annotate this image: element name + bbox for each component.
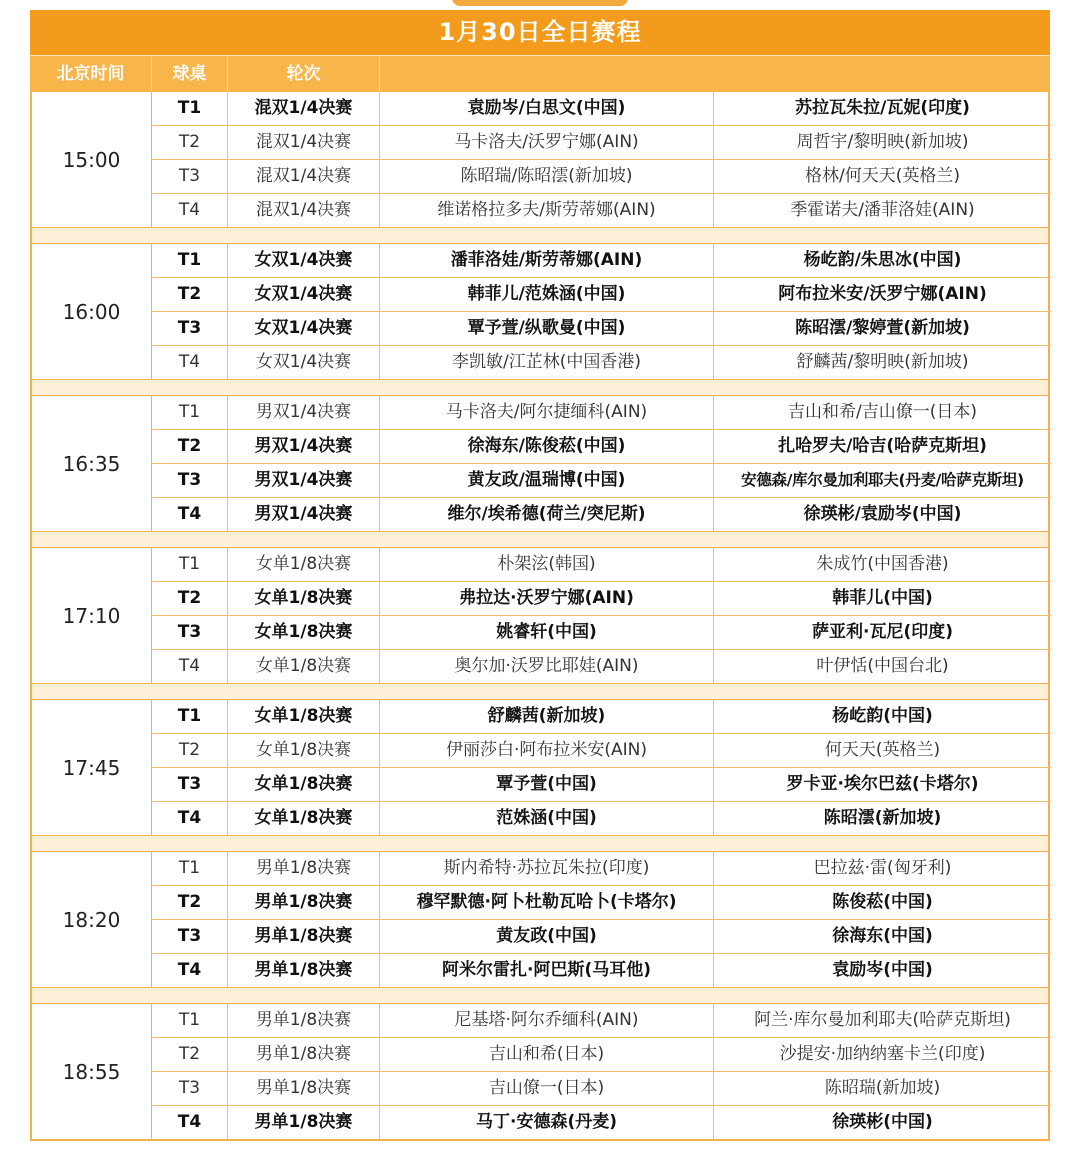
match-round: 女单1/8决赛 — [228, 700, 380, 733]
bottom-border — [30, 1139, 1050, 1141]
page-title: 1月30日全日赛程 — [30, 10, 1050, 55]
match-round: 男单1/8决赛 — [228, 1004, 380, 1037]
player-a: 覃予萱/纵歌曼(中国) — [380, 312, 714, 345]
player-a: 黄友政(中国) — [380, 920, 714, 953]
match-row — [152, 650, 1051, 683]
player-a: 尼基塔·阿尔乔缅科(AIN) — [380, 1004, 714, 1037]
match-table: T4 — [152, 650, 228, 683]
header-matchup — [380, 56, 1050, 92]
match-table: T4 — [152, 802, 228, 835]
match-table: T2 — [152, 734, 228, 767]
match-table: T3 — [152, 464, 228, 497]
match-row — [152, 768, 1051, 802]
match-round: 男双1/4决赛 — [228, 498, 380, 531]
player-b: 陈昭澐(新加坡) — [823, 808, 942, 828]
player-b: 朱成竹(中国香港) — [816, 554, 949, 574]
time-group — [30, 244, 1050, 379]
match-rows — [152, 852, 1051, 987]
player-b: 阿兰·库尔曼加利耶夫(哈萨克斯坦) — [754, 1010, 1011, 1030]
match-row — [152, 616, 1051, 650]
player-b: 苏拉瓦朱拉/瓦妮(印度) — [795, 98, 970, 118]
match-row — [152, 92, 1051, 126]
match-table: T1 — [152, 244, 228, 277]
time-group — [30, 1004, 1050, 1139]
match-table: T1 — [152, 700, 228, 733]
match-row — [152, 498, 1051, 531]
player-b: 扎哈罗夫/哈吉(哈萨克斯坦) — [778, 436, 987, 456]
match-rows — [152, 700, 1051, 835]
match-round: 混双1/4决赛 — [228, 92, 380, 125]
player-b: 安德森/库尔曼加利耶夫(丹麦/哈萨克斯坦) — [741, 471, 1024, 489]
player-a: 陈昭瑞/陈昭澐(新加坡) — [380, 160, 714, 193]
header-round: 轮次 — [228, 56, 380, 92]
time-group — [30, 92, 1050, 227]
match-table: T2 — [152, 1038, 228, 1071]
header-table: 球桌 — [152, 56, 228, 92]
player-b: 罗卡亚·埃尔巴兹(卡塔尔) — [786, 774, 979, 794]
match-table: T4 — [152, 194, 228, 227]
match-row — [152, 396, 1051, 430]
match-table: T3 — [152, 160, 228, 193]
match-table: T3 — [152, 312, 228, 345]
match-round: 男双1/4决赛 — [228, 430, 380, 463]
player-b: 吉山和希/吉山僚一(日本) — [788, 402, 977, 422]
match-row — [152, 954, 1051, 987]
player-b: 舒麟茜/黎明映(新加坡) — [796, 352, 969, 372]
player-b: 巴拉兹·雷(匈牙利) — [813, 858, 952, 878]
match-round: 男单1/8决赛 — [228, 920, 380, 953]
match-table: T4 — [152, 954, 228, 987]
match-table: T4 — [152, 1106, 228, 1139]
player-b: 韩菲儿(中国) — [832, 588, 933, 608]
player-a: 马丁·安德森(丹麦) — [380, 1106, 714, 1139]
player-b: 叶伊恬(中国台北) — [816, 656, 949, 676]
time-slot: 16:00 — [32, 244, 152, 379]
match-row — [152, 430, 1051, 464]
player-a: 穆罕默德·阿卜杜勒瓦哈卜(卡塔尔) — [380, 886, 714, 919]
match-row — [152, 548, 1051, 582]
match-table: T2 — [152, 278, 228, 311]
match-table: T3 — [152, 616, 228, 649]
player-b: 季霍诺夫/潘菲洛娃(AIN) — [790, 200, 975, 220]
match-rows — [152, 548, 1051, 683]
player-b: 萨亚利·瓦尼(印度) — [812, 622, 953, 642]
player-a: 朴架泫(韩国) — [380, 548, 714, 581]
match-row — [152, 194, 1051, 227]
player-a: 奥尔加·沃罗比耶娃(AIN) — [380, 650, 714, 683]
player-a: 吉山和希(日本) — [380, 1038, 714, 1071]
match-round: 男单1/8决赛 — [228, 1072, 380, 1105]
match-round: 男双1/4决赛 — [228, 396, 380, 429]
time-group — [30, 548, 1050, 683]
player-a: 李凯敏/江芷林(中国香港) — [380, 346, 714, 379]
match-table: T3 — [152, 768, 228, 801]
player-b: 杨屹韵/朱思冰(中国) — [803, 250, 962, 270]
match-round: 男单1/8决赛 — [228, 852, 380, 885]
match-round: 女单1/8决赛 — [228, 582, 380, 615]
match-row — [152, 920, 1051, 954]
schedule-sheet — [30, 10, 1050, 1141]
group-separator — [30, 835, 1050, 852]
match-table: T3 — [152, 1072, 228, 1105]
group-separator — [30, 531, 1050, 548]
time-slot: 16:35 — [32, 396, 152, 531]
match-row — [152, 802, 1051, 835]
player-a: 斯内希特·苏拉瓦朱拉(印度) — [380, 852, 714, 885]
match-row — [152, 244, 1051, 278]
player-b: 阿布拉米安/沃罗宁娜(AIN) — [778, 284, 987, 304]
match-round: 男单1/8决赛 — [228, 886, 380, 919]
match-rows — [152, 92, 1051, 227]
player-a: 韩菲儿/范姝涵(中国) — [380, 278, 714, 311]
player-a: 范姝涵(中国) — [380, 802, 714, 835]
match-round: 女双1/4决赛 — [228, 244, 380, 277]
player-a: 黄友政/温瑞博(中国) — [380, 464, 714, 497]
group-separator — [30, 683, 1050, 700]
match-table: T4 — [152, 346, 228, 379]
match-round: 女单1/8决赛 — [228, 768, 380, 801]
player-b: 徐瑛彬(中国) — [832, 1112, 933, 1132]
match-round: 男单1/8决赛 — [228, 954, 380, 987]
player-b: 陈昭澐/黎婷萱(新加坡) — [795, 318, 970, 338]
player-a: 阿米尔雷扎·阿巴斯(马耳他) — [380, 954, 714, 987]
match-table: T2 — [152, 126, 228, 159]
player-a: 覃予萱(中国) — [380, 768, 714, 801]
player-a: 袁励岑/白思文(中国) — [380, 92, 714, 125]
match-row — [152, 126, 1051, 160]
player-a: 徐海东/陈俊菘(中国) — [380, 430, 714, 463]
time-slot: 17:45 — [32, 700, 152, 835]
match-round: 男双1/4决赛 — [228, 464, 380, 497]
time-slot: 18:20 — [32, 852, 152, 987]
match-table: T1 — [152, 92, 228, 125]
match-table: T2 — [152, 430, 228, 463]
match-table: T1 — [152, 548, 228, 581]
match-round: 女单1/8决赛 — [228, 650, 380, 683]
player-a: 潘菲洛娃/斯劳蒂娜(AIN) — [380, 244, 714, 277]
match-round: 女双1/4决赛 — [228, 278, 380, 311]
match-row — [152, 734, 1051, 768]
time-group — [30, 396, 1050, 531]
match-row — [152, 852, 1051, 886]
player-a: 伊丽莎白·阿布拉米安(AIN) — [380, 734, 714, 767]
match-round: 女单1/8决赛 — [228, 616, 380, 649]
player-a: 弗拉达·沃罗宁娜(AIN) — [380, 582, 714, 615]
match-round: 混双1/4决赛 — [228, 194, 380, 227]
match-round: 女单1/8决赛 — [228, 802, 380, 835]
match-table: T2 — [152, 582, 228, 615]
match-row — [152, 1004, 1051, 1038]
match-row — [152, 1038, 1051, 1072]
match-round: 混双1/4决赛 — [228, 126, 380, 159]
schedule-body — [30, 92, 1050, 1139]
match-row — [152, 700, 1051, 734]
time-group — [30, 700, 1050, 835]
match-table: T1 — [152, 852, 228, 885]
match-row — [152, 1106, 1051, 1139]
player-b: 陈俊菘(中国) — [832, 892, 933, 912]
player-b: 周哲宇/黎明映(新加坡) — [796, 132, 969, 152]
player-b: 沙提安·加纳纳塞卡兰(印度) — [779, 1044, 986, 1064]
match-round: 男单1/8决赛 — [228, 1038, 380, 1071]
match-round: 混双1/4决赛 — [228, 160, 380, 193]
time-slot: 17:10 — [32, 548, 152, 683]
table-header — [30, 55, 1050, 92]
match-row — [152, 160, 1051, 194]
player-a: 马卡洛夫/沃罗宁娜(AIN) — [380, 126, 714, 159]
player-b: 袁励岑(中国) — [832, 960, 933, 980]
match-row — [152, 312, 1051, 346]
match-row — [152, 464, 1051, 498]
player-a: 维尔/埃希德(荷兰/突尼斯) — [380, 498, 714, 531]
time-group — [30, 852, 1050, 987]
player-b: 杨屹韵(中国) — [832, 706, 933, 726]
match-round: 女双1/4决赛 — [228, 312, 380, 345]
header-time: 北京时间 — [30, 56, 152, 92]
match-table: T2 — [152, 886, 228, 919]
match-table: T3 — [152, 920, 228, 953]
player-a: 舒麟茜(新加坡) — [380, 700, 714, 733]
player-b: 陈昭瑞(新加坡) — [824, 1078, 941, 1098]
match-row — [152, 278, 1051, 312]
player-b: 徐瑛彬/袁励岑(中国) — [803, 504, 962, 524]
match-round: 男单1/8决赛 — [228, 1106, 380, 1139]
player-b: 格林/何天天(英格兰) — [805, 166, 960, 186]
player-a: 姚睿轩(中国) — [380, 616, 714, 649]
player-b: 何天天(英格兰) — [824, 740, 941, 760]
match-rows — [152, 1004, 1051, 1139]
match-round: 女单1/8决赛 — [228, 734, 380, 767]
match-row — [152, 886, 1051, 920]
player-a: 维诺格拉多夫/斯劳蒂娜(AIN) — [380, 194, 714, 227]
player-b: 徐海东(中国) — [832, 926, 933, 946]
player-a: 马卡洛夫/阿尔捷缅科(AIN) — [380, 396, 714, 429]
match-round: 女双1/4决赛 — [228, 346, 380, 379]
match-rows — [152, 244, 1051, 379]
group-separator — [30, 987, 1050, 1004]
match-row — [152, 346, 1051, 379]
time-slot: 18:55 — [32, 1004, 152, 1139]
match-table: T1 — [152, 1004, 228, 1037]
group-separator — [30, 227, 1050, 244]
group-separator — [30, 379, 1050, 396]
logo-strip — [452, 0, 628, 6]
match-rows — [152, 396, 1051, 531]
match-table: T4 — [152, 498, 228, 531]
player-a: 吉山僚一(日本) — [380, 1072, 714, 1105]
match-table: T1 — [152, 396, 228, 429]
match-row — [152, 582, 1051, 616]
match-round: 女单1/8决赛 — [228, 548, 380, 581]
match-row — [152, 1072, 1051, 1106]
time-slot: 15:00 — [32, 92, 152, 227]
